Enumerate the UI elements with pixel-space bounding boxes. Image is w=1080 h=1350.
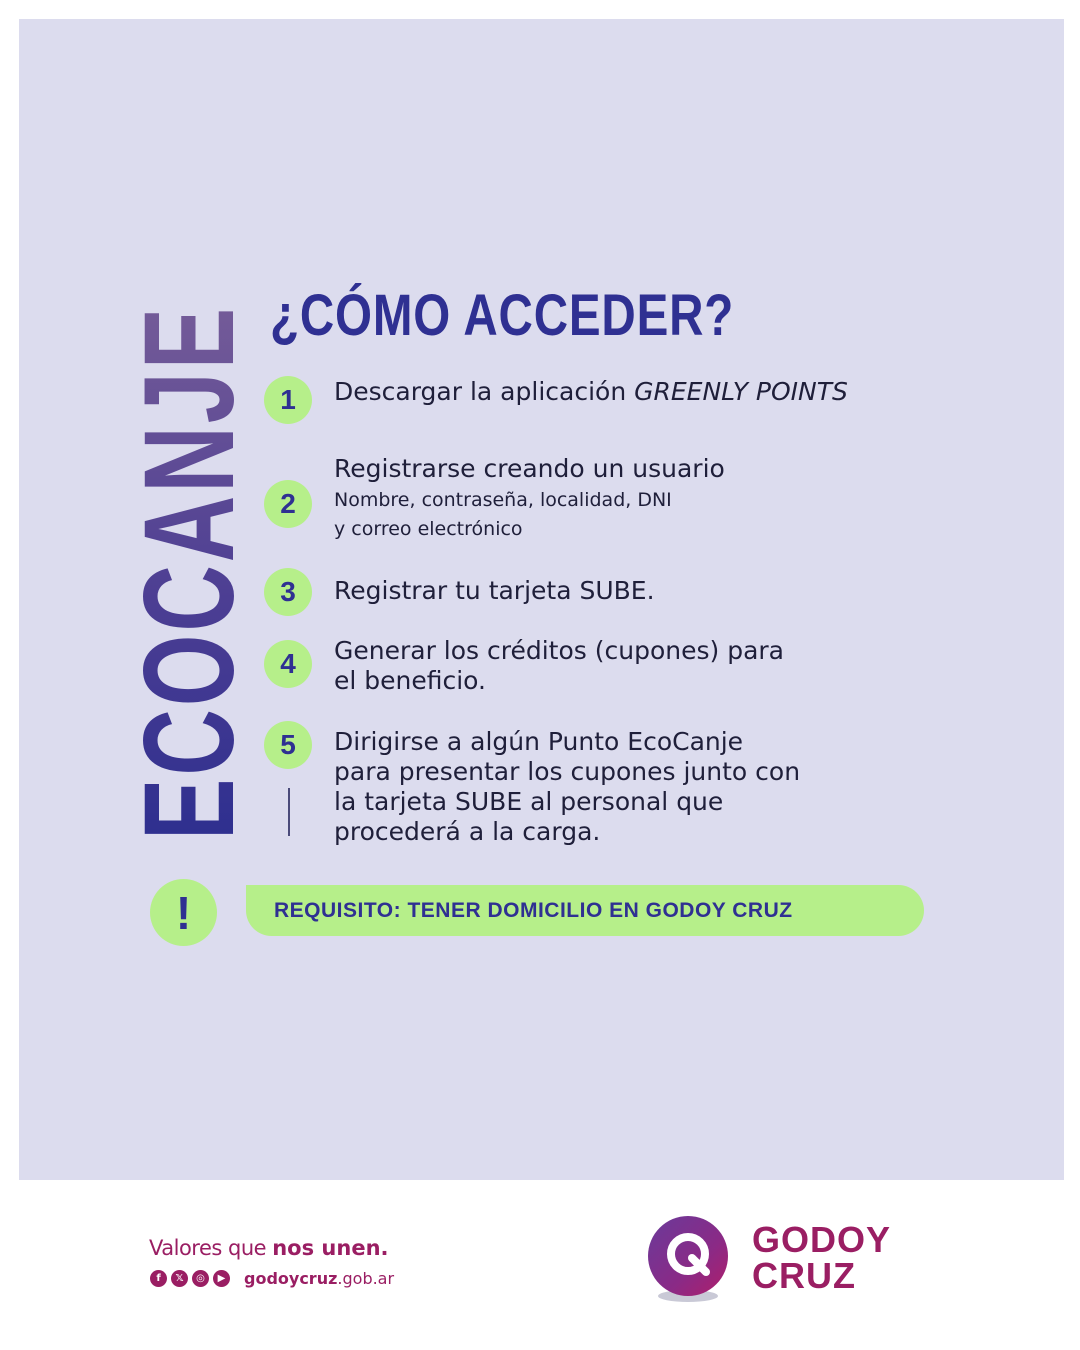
requirement-text: REQUISITO: TENER DOMICILIO EN GODOY CRUZ bbox=[274, 898, 793, 922]
step-5-text-line4: procederá a la carga. bbox=[334, 817, 601, 846]
step-5-text-line1: Dirigirse a algún Punto EcoCanje bbox=[334, 727, 744, 756]
step-1-text: Descargar la aplicación GREENLY POINTS bbox=[334, 377, 848, 406]
step-4-text-line1: Generar los créditos (cupones) para bbox=[334, 636, 784, 665]
step-5-text-line3: la tarjeta SUBE al personal que bbox=[334, 787, 724, 816]
ecocanje-vertical-title: ECOCANJE bbox=[118, 304, 261, 840]
step-1-number: 1 bbox=[264, 376, 312, 424]
step-3-text: Registrar tu tarjeta SUBE. bbox=[334, 576, 655, 605]
step-2-subtext-2: y correo electrónico bbox=[334, 518, 523, 540]
step-4-number: 4 bbox=[264, 640, 312, 688]
step-3-number: 3 bbox=[264, 568, 312, 616]
godoy-cruz-logo-icon bbox=[640, 1212, 736, 1308]
step-5-text-line2: para presentar los cupones junto con bbox=[334, 757, 801, 786]
page-title: ¿CÓMO ACCEDER? bbox=[270, 283, 735, 348]
website-link[interactable]: godoycruz.gob.ar bbox=[244, 1269, 395, 1288]
step-2-number: 2 bbox=[264, 480, 312, 528]
brand-line-2: CRUZ bbox=[752, 1255, 856, 1296]
step-5-number: 5 bbox=[264, 721, 312, 769]
step-4-text-line2: el beneficio. bbox=[334, 666, 486, 695]
instagram-icon[interactable]: ◎ bbox=[192, 1270, 209, 1287]
youtube-icon[interactable]: ▶ bbox=[213, 1270, 230, 1287]
social-links bbox=[150, 1270, 230, 1287]
step-2-subtext-1: Nombre, contraseña, localidad, DNI bbox=[334, 489, 672, 511]
brand-line-1: GODOY bbox=[752, 1219, 892, 1260]
x-icon[interactable]: 𝕏 bbox=[171, 1270, 188, 1287]
alert-icon: ! bbox=[150, 879, 217, 946]
requirement-banner bbox=[246, 885, 924, 936]
slogan: Valores que nos unen. bbox=[149, 1236, 389, 1260]
facebook-icon[interactable]: f bbox=[150, 1270, 167, 1287]
step-1-app-name: GREENLY POINTS bbox=[634, 377, 848, 406]
step-connector-line bbox=[288, 788, 290, 836]
brand-name bbox=[752, 1219, 892, 1296]
step-2-text: Registrarse creando un usuario bbox=[334, 454, 725, 483]
